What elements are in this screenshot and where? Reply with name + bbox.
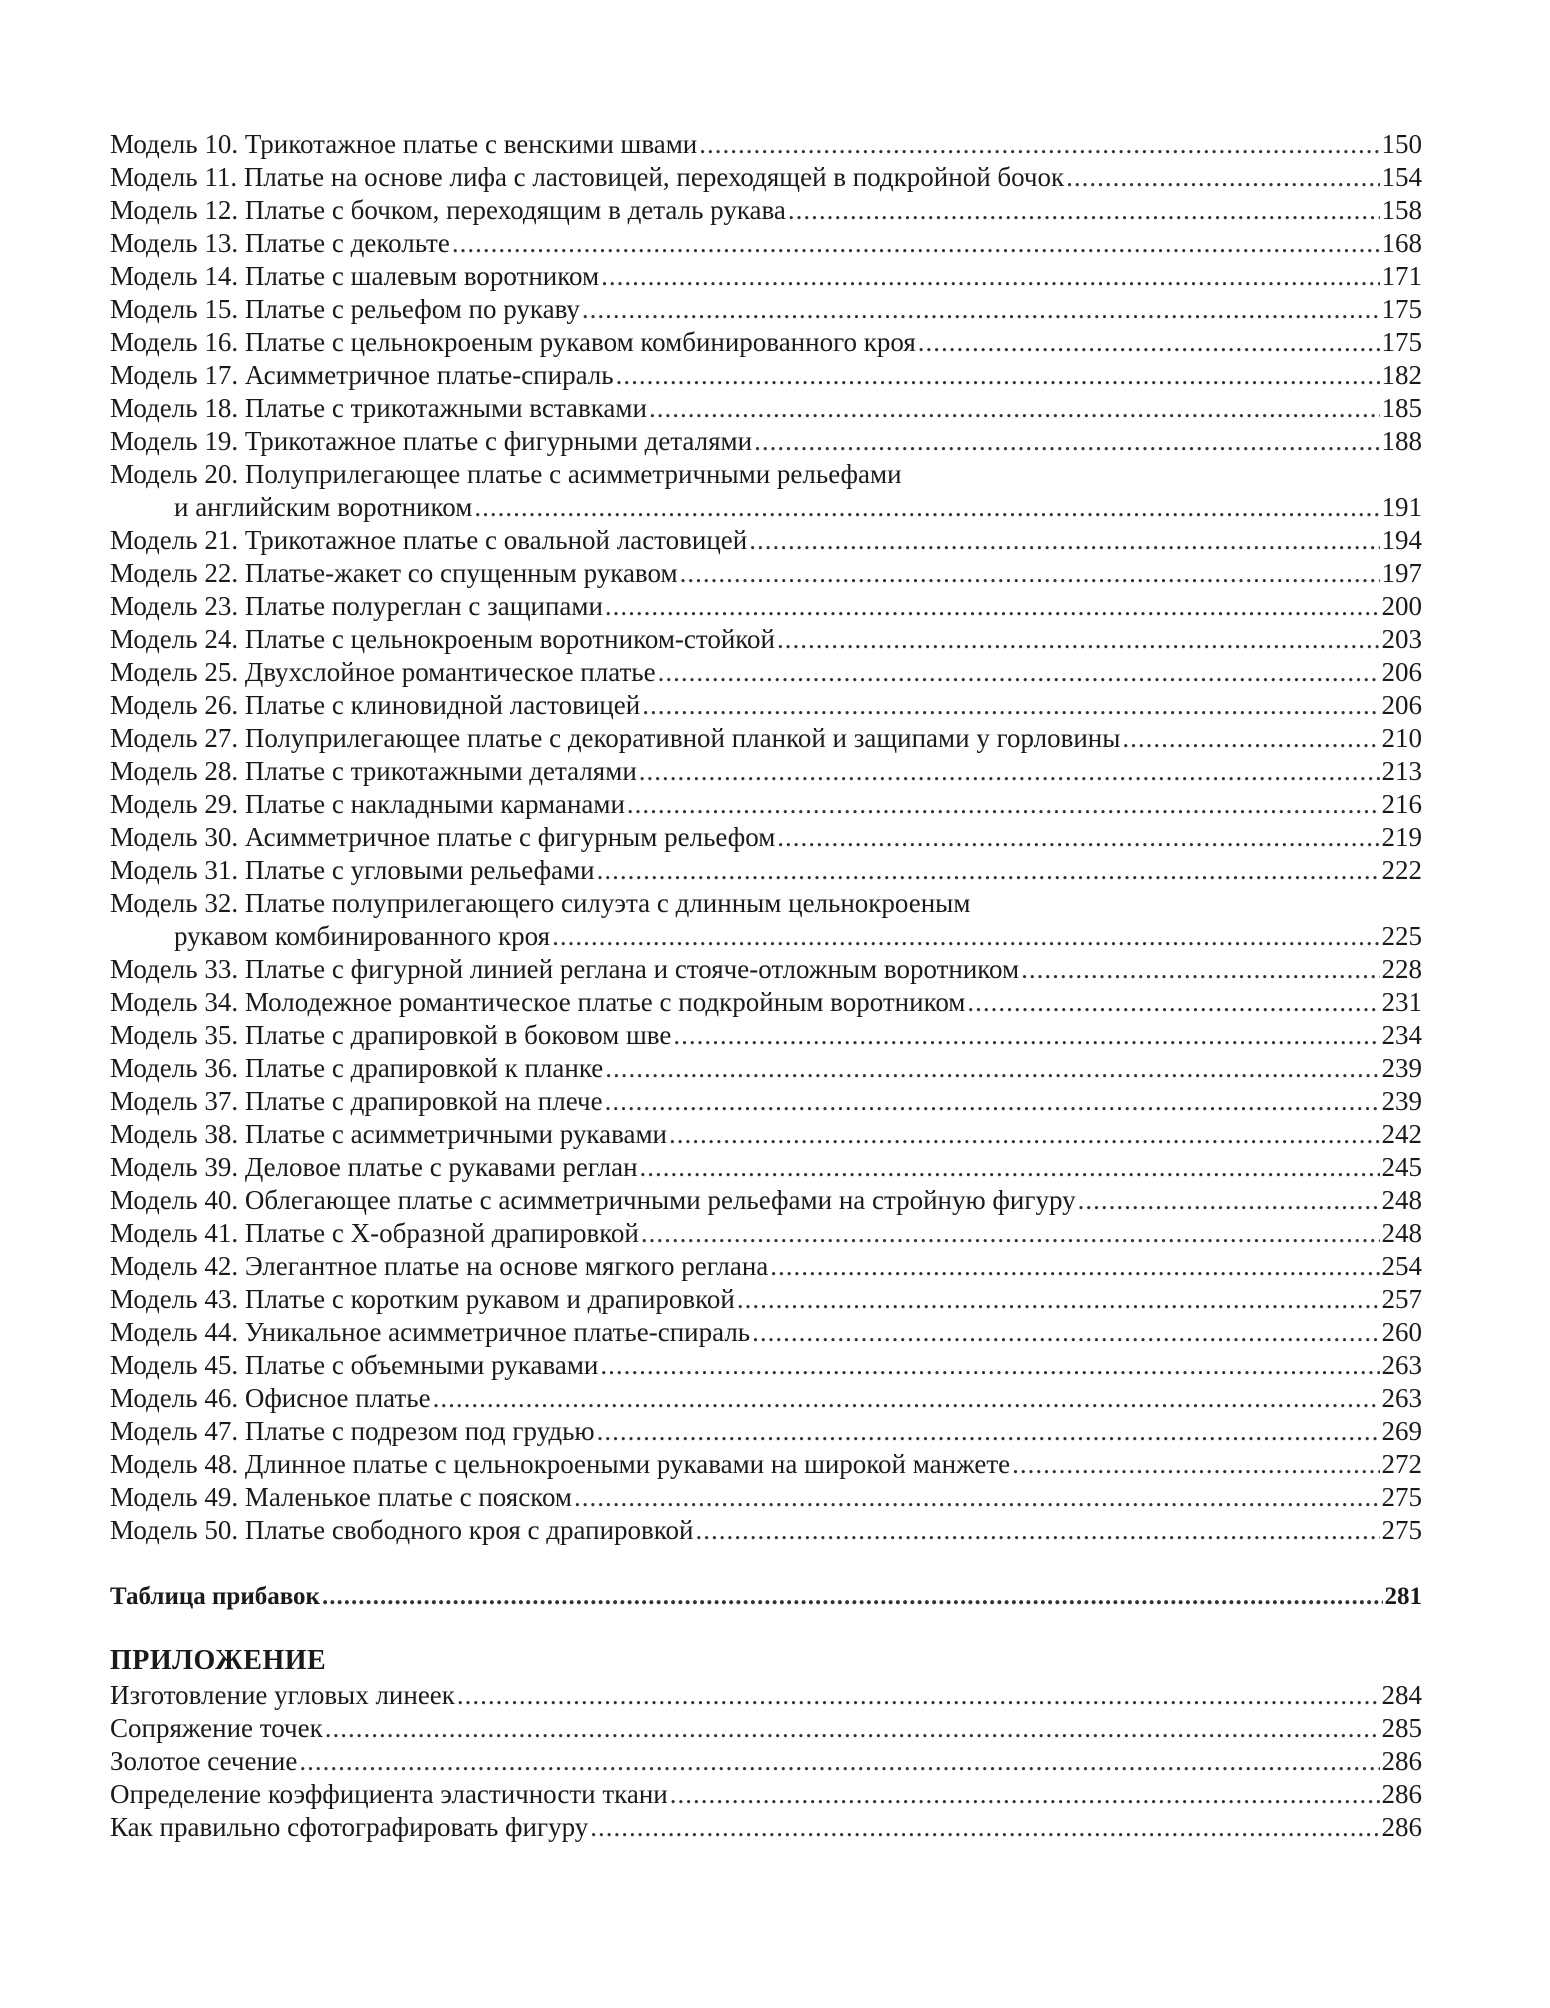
toc-entry-page: 239 (1381, 1053, 1422, 1083)
toc-entry-title: Модель 37. Платье с драпировкой на плече (110, 1086, 603, 1116)
toc-entry-title: Модель 11. Платье на основе лифа с ластовицей, переходящей в подкройной бочок (110, 162, 1065, 192)
toc-entry[interactable] (110, 1448, 1422, 1481)
toc-entry-page: 286 (1381, 1779, 1422, 1809)
toc-entry-title: Сопряжение точек (110, 1713, 323, 1743)
toc-entry-title: Модель 36. Платье с драпировкой к планке (110, 1053, 604, 1083)
toc-entry-page: 188 (1381, 426, 1422, 456)
toc-entry-title: Определение коэффициента эластичности ткани (110, 1779, 668, 1809)
dot-leader (601, 260, 1379, 293)
toc-entry-page: 281 (1384, 1583, 1422, 1610)
toc-entry-title: Модель 31. Платье с угловыми рельефами (110, 855, 595, 885)
toc-entry[interactable] (110, 1052, 1422, 1085)
toc-entry-page: 263 (1381, 1383, 1422, 1413)
toc-entry-title-continuation: рукавом комбинированного кроя (174, 921, 551, 951)
toc-entry-title: Модель 22. Платье-жакет со спущенным рукавом (110, 558, 678, 588)
toc-entry[interactable] (110, 425, 1422, 458)
toc-entry[interactable] (110, 854, 1422, 887)
toc-entry-continuation[interactable] (110, 491, 1422, 524)
toc-entry[interactable] (110, 1481, 1422, 1514)
toc-entry-title: Модель 48. Длинное платье с цельнокроеными рукавами на широкой манжете (110, 1449, 1011, 1479)
toc-entry[interactable] (110, 1151, 1422, 1184)
toc-entry-title: Модель 14. Платье с шалевым воротником (110, 261, 600, 291)
toc-entry-page: 248 (1381, 1185, 1422, 1215)
appendix-heading: ПРИЛОЖЕНИЕ (110, 1645, 327, 1676)
toc-entry[interactable] (110, 1019, 1422, 1052)
dot-leader (457, 1679, 1380, 1712)
toc-entry[interactable] (110, 1349, 1422, 1382)
toc-entry-title: Модель 18. Платье с трикотажными вставками (110, 393, 647, 423)
toc-entry-title: Модель 23. Платье полуреглан с защипами (110, 591, 603, 621)
toc-entry-page: 182 (1381, 360, 1422, 390)
toc-entry-page: 175 (1381, 327, 1422, 357)
toc-entry-title: Модель 30. Асимметричное платье с фигурным рельефом (110, 822, 776, 852)
dot-leader (1078, 1184, 1380, 1217)
dot-leader (658, 656, 1380, 689)
toc-entry[interactable] (110, 557, 1422, 590)
dot-leader (695, 1514, 1379, 1547)
toc-entry[interactable] (110, 1382, 1422, 1415)
toc-entry-page: 285 (1381, 1713, 1422, 1743)
toc-entry-title: Модель 13. Платье с декольте (110, 228, 450, 258)
dot-leader (737, 1283, 1380, 1316)
toc-entry-title: Модель 19. Трикотажное платье с фигурными деталями (110, 426, 753, 456)
dot-leader (749, 524, 1379, 557)
toc-entry[interactable] (110, 623, 1422, 656)
toc-entry-title: Модель 38. Платье с асимметричными рукавами (110, 1119, 668, 1149)
dot-leader (752, 1316, 1379, 1349)
toc-entry[interactable] (110, 986, 1422, 1019)
toc-entry-page: 203 (1381, 624, 1422, 654)
toc-entry-page: 175 (1381, 294, 1422, 324)
toc-entry-title: Таблица прибавок (110, 1583, 320, 1610)
dot-leader (640, 1151, 1380, 1184)
toc-entry-title: Модель 35. Платье с драпировкой в боковом шве (110, 1020, 672, 1050)
toc-entry-page: 197 (1381, 558, 1422, 588)
toc-entry-title: Модель 39. Деловое платье с рукавами реглан (110, 1152, 638, 1182)
toc-entry[interactable] (110, 1118, 1422, 1151)
toc-entry-page: 222 (1381, 855, 1422, 885)
dot-leader (433, 1382, 1380, 1415)
toc-entry-page: 234 (1381, 1020, 1422, 1050)
dot-leader (322, 1580, 1383, 1613)
toc-entry-page: 185 (1381, 393, 1422, 423)
spacer (110, 1613, 1422, 1643)
toc-entry-title: Модель 34. Молодежное романтическое платье с подкройным воротником (110, 987, 966, 1017)
toc-entry-page: 206 (1381, 657, 1422, 687)
dot-leader (1122, 722, 1379, 755)
toc-entry-page: 210 (1381, 723, 1422, 753)
toc-entry-title: Модель 27. Полуприлегающее платье с декоративной планкой и защипами у горловины (110, 723, 1121, 753)
toc-entry-title: Модель 33. Платье с фигурной линией реглана и стояче-отложным воротником (110, 954, 1020, 984)
toc-entry-title: Модель 20. Полуприлегающее платье с асимметричными рельефами (110, 459, 902, 489)
toc-entry[interactable] (110, 161, 1422, 194)
toc-entry[interactable] (110, 1415, 1422, 1448)
toc-entry-allowances[interactable] (110, 1580, 1422, 1613)
toc-entry-page: 219 (1381, 822, 1422, 852)
toc-entry[interactable] (110, 1085, 1422, 1118)
dot-leader (670, 1778, 1380, 1811)
toc-entry-title: Модель 46. Офисное платье (110, 1383, 431, 1413)
toc-entry[interactable] (110, 1184, 1422, 1217)
toc-entry[interactable] (110, 722, 1422, 755)
dot-leader (777, 623, 1380, 656)
toc-entry-title: Модель 26. Платье с клиновидной ластовицей (110, 690, 641, 720)
table-of-contents (110, 128, 1422, 1844)
toc-entry-title: Модель 15. Платье с рельефом по рукаву (110, 294, 580, 324)
toc-entry-title: Модель 42. Элегантное платье на основе мягкого реглана (110, 1251, 769, 1281)
toc-entry[interactable] (110, 656, 1422, 689)
toc-entry-page: 275 (1381, 1515, 1422, 1545)
dot-leader (616, 359, 1380, 392)
toc-entry-page: 213 (1381, 756, 1422, 786)
dot-leader (649, 392, 1380, 425)
toc-entry-title: Модель 16. Платье с цельнокроеным рукавом комбинированного кроя (110, 327, 916, 357)
toc-entry-title: Модель 49. Маленькое платье с пояском (110, 1482, 573, 1512)
toc-entry-title: Модель 41. Платье с Х-образной драпировкой (110, 1218, 639, 1248)
dot-leader (597, 854, 1380, 887)
toc-entry[interactable] (110, 260, 1422, 293)
toc-entry-page: 239 (1381, 1086, 1422, 1116)
toc-entry-title: Модель 21. Трикотажное платье с овальной ластовицей (110, 525, 748, 555)
toc-entry-first-line[interactable] (110, 458, 1422, 491)
toc-entry-page: 206 (1381, 690, 1422, 720)
dot-leader (452, 227, 1380, 260)
toc-entry[interactable] (110, 821, 1422, 854)
toc-entry-page: 245 (1381, 1152, 1422, 1182)
toc-entry[interactable] (110, 788, 1422, 821)
toc-entry[interactable] (110, 1316, 1422, 1349)
toc-entry[interactable] (110, 1217, 1422, 1250)
toc-entry[interactable] (110, 227, 1422, 260)
dot-leader (642, 689, 1379, 722)
toc-entry-page: 275 (1381, 1482, 1422, 1512)
appendix-list (110, 1679, 1422, 1844)
dot-leader (1012, 1448, 1379, 1481)
toc-entry[interactable] (110, 689, 1422, 722)
toc-entry[interactable] (110, 359, 1422, 392)
toc-entry-continuation[interactable] (110, 920, 1422, 953)
dot-leader (600, 1349, 1379, 1382)
toc-entry-title: Модель 12. Платье с бочком, переходящим в деталь рукава (110, 195, 786, 225)
toc-entry-title: Модель 24. Платье с цельнокроеным воротником-стойкой (110, 624, 775, 654)
toc-entry[interactable] (110, 128, 1422, 161)
toc-entry-title: Золотое сечение (110, 1746, 298, 1776)
toc-entry-page: 194 (1381, 525, 1422, 555)
toc-entry[interactable] (110, 1712, 1422, 1745)
dot-leader (669, 1118, 1379, 1151)
dot-leader (1021, 953, 1379, 986)
dot-leader (605, 590, 1380, 623)
toc-entry[interactable] (110, 953, 1422, 986)
dot-leader (680, 557, 1380, 590)
dot-leader (1066, 161, 1379, 194)
toc-entry-page: 257 (1381, 1284, 1422, 1314)
toc-entry[interactable] (110, 326, 1422, 359)
toc-entry[interactable] (110, 293, 1422, 326)
toc-entry-page: 269 (1381, 1416, 1422, 1446)
toc-entry-page: 200 (1381, 591, 1422, 621)
toc-entry-page: 171 (1381, 261, 1422, 291)
toc-entry-title: Модель 17. Асимметричное платье-спираль (110, 360, 614, 390)
toc-entry-title: Модель 10. Трикотажное платье с венскими швами (110, 129, 698, 159)
dot-leader (597, 1415, 1380, 1448)
dot-leader (574, 1481, 1379, 1514)
toc-entry[interactable] (110, 755, 1422, 788)
toc-entry-page: 263 (1381, 1350, 1422, 1380)
toc-entry-title: Модель 45. Платье с объемными рукавами (110, 1350, 599, 1380)
toc-entry[interactable] (110, 1250, 1422, 1283)
toc-entry-title: Модель 40. Облегающее платье с асимметричными рельефами на стройную фигуру (110, 1185, 1076, 1215)
toc-entry-title: Модель 32. Платье полуприлегающего силуэта с длинным цельнокроеным (110, 888, 971, 918)
toc-entry-title: Модель 25. Двухслойное романтическое платье (110, 657, 656, 687)
dot-leader (325, 1712, 1380, 1745)
dot-leader (582, 293, 1380, 326)
toc-entry-page: 231 (1381, 987, 1422, 1017)
toc-entry-title: Модель 29. Платье с накладными карманами (110, 789, 625, 819)
toc-entry-title-continuation: и английским воротником (174, 492, 473, 522)
toc-entry-page: 272 (1381, 1449, 1422, 1479)
dot-leader (627, 788, 1380, 821)
toc-entry-page: 158 (1381, 195, 1422, 225)
dot-leader (590, 1811, 1379, 1844)
toc-entry[interactable] (110, 590, 1422, 623)
dot-leader (673, 1019, 1379, 1052)
dot-leader (605, 1052, 1379, 1085)
dot-leader (299, 1745, 1379, 1778)
dot-leader (699, 128, 1379, 161)
dot-leader (641, 1217, 1380, 1250)
toc-entry-page: 286 (1381, 1812, 1422, 1842)
toc-entry[interactable] (110, 1514, 1422, 1547)
toc-entry[interactable] (110, 1679, 1422, 1712)
toc-entry-title: Модель 47. Платье с подрезом под грудью (110, 1416, 595, 1446)
models-list (110, 128, 1422, 1547)
toc-entry-page: 154 (1381, 162, 1422, 192)
toc-entry-page: 242 (1381, 1119, 1422, 1149)
dot-leader (918, 326, 1380, 359)
toc-entry-title: Модель 50. Платье свободного кроя с драпировкой (110, 1515, 694, 1545)
toc-entry[interactable] (110, 1811, 1422, 1844)
toc-entry-page: 150 (1381, 129, 1422, 159)
toc-entry[interactable] (110, 524, 1422, 557)
dot-leader (770, 1250, 1379, 1283)
toc-entry-page: 228 (1381, 954, 1422, 984)
toc-entry-title: Модель 44. Уникальное асимметричное платье-спираль (110, 1317, 751, 1347)
toc-entry-title: Модель 28. Платье с трикотажными деталями (110, 756, 637, 786)
dot-leader (777, 821, 1379, 854)
dot-leader (639, 755, 1380, 788)
toc-entry-title: Модель 43. Платье с коротким рукавом и драпировкой (110, 1284, 735, 1314)
toc-entry-page: 260 (1381, 1317, 1422, 1347)
dot-leader (967, 986, 1379, 1019)
dot-leader (552, 920, 1379, 953)
toc-entry-page: 254 (1381, 1251, 1422, 1281)
toc-entry[interactable] (110, 194, 1422, 227)
dot-leader (754, 425, 1379, 458)
dot-leader (788, 194, 1380, 227)
spacer (110, 1547, 1422, 1580)
dot-leader (474, 491, 1379, 524)
toc-entry[interactable] (110, 1283, 1422, 1316)
toc-entry-page: 191 (1381, 492, 1422, 522)
toc-entry-page: 248 (1381, 1218, 1422, 1248)
toc-entry-page: 168 (1381, 228, 1422, 258)
toc-entry-title: Изготовление угловых линеек (110, 1680, 455, 1710)
dot-leader (605, 1085, 1380, 1118)
toc-entry-page: 216 (1381, 789, 1422, 819)
toc-entry-first-line[interactable] (110, 887, 1422, 920)
toc-entry-page: 284 (1381, 1680, 1422, 1710)
toc-entry[interactable] (110, 392, 1422, 425)
toc-entry[interactable] (110, 1778, 1422, 1811)
toc-entry-page: 225 (1381, 921, 1422, 951)
toc-entry-title: Как правильно сфотографировать фигуру (110, 1812, 589, 1842)
toc-entry[interactable] (110, 1745, 1422, 1778)
toc-entry-page: 286 (1381, 1746, 1422, 1776)
